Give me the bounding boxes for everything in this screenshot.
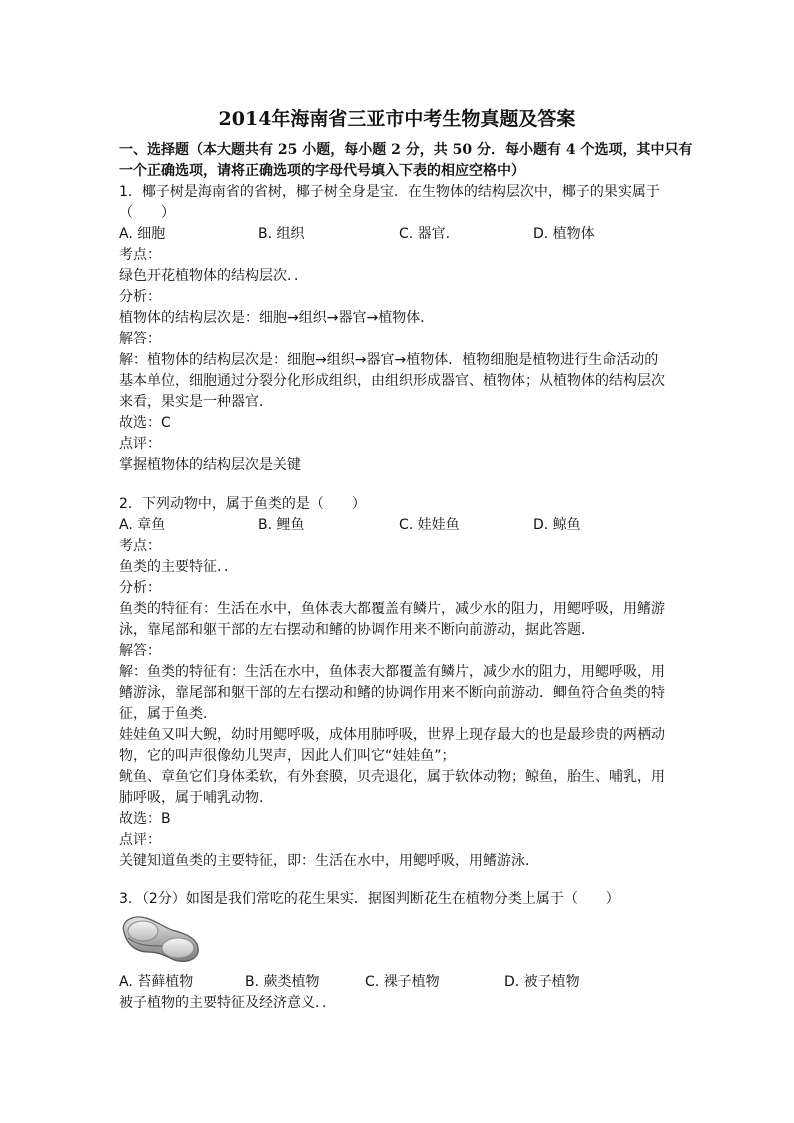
q1-jieda-line-1: 解：植物体的结构层次是：细胞→组织→器官→植物体．植物细胞是植物进行生命活动的: [119, 352, 659, 368]
peanut-image: [118, 912, 202, 964]
section-heading-line-1: 一、选择题（本大题共有 25 小题，每小题 2 分，共 50 分．每小题有 4 个选项，其中只有: [119, 142, 693, 158]
q1-option-a: A. 细胞: [119, 226, 166, 242]
q1-jieda-line-3: 来看，果实是一种器官．: [119, 394, 273, 410]
q1-dianping: 掌握植物体的结构层次是关键: [119, 457, 301, 473]
q2-jieda-line-6: 鱿鱼、章鱼它们身体柔软，有外套膜，贝壳退化，属于软体动物；鲸鱼，胎生、哺乳，用: [119, 769, 665, 785]
q2-fenxi-label: 分析：: [119, 580, 161, 596]
q3-option-c: C. 裸子植物: [365, 974, 440, 990]
q2-options: [119, 515, 679, 536]
q2-option-d: D. 鲸鱼: [533, 517, 581, 533]
q2-jieda-line-1: 解：鱼类的特征有：生活在水中，鱼体表大都覆盖有鳞片，减少水的阻力，用鳃呼吸，用: [119, 664, 665, 680]
q2-stem: 2．下列动物中，属于鱼类的是（ ）: [119, 496, 366, 512]
page-title: 2014年海南省三亚市中考生物真题及答案: [218, 108, 576, 130]
q2-kaodian: 鱼类的主要特征．．: [119, 559, 238, 575]
q2-jieda-line-5: 物，它的叫声很像幼儿哭声，因此人们叫它“娃娃鱼”；: [119, 748, 456, 764]
q2-dianping-label: 点评：: [119, 832, 161, 848]
q2-jieda-line-3: 征，属于鱼类．: [119, 706, 217, 722]
section-heading-line-2: 一个正确选项，请将正确选项的字母代号填入下表的相应空格中）: [119, 163, 525, 179]
q2-option-b: B. 鲤鱼: [258, 517, 305, 533]
q3-option-d: D. 被子植物: [504, 974, 580, 990]
q1-fenxi-label: 分析：: [119, 289, 161, 305]
q2-answer: 故选：B: [119, 811, 171, 827]
q1-dianping-label: 点评：: [119, 436, 161, 452]
q3-stem: 3．（2分）如图是我们常吃的花生果实．据图判断花生在植物分类上属于（ ）: [119, 891, 620, 907]
q2-jieda-line-2: 鳍游泳，靠尾部和躯干部的左右摆动和鳍的协调作用来不断向前游动．鲫鱼符合鱼类的特: [119, 685, 665, 701]
q1-jieda-label: 解答：: [119, 331, 161, 347]
q3-option-b: B. 蕨类植物: [245, 974, 320, 990]
q1-stem-line-1: 1．椰子树是海南省的省树，椰子树全身是宝．在生物体的结构层次中，椰子的果实属于: [119, 184, 660, 200]
q3-options: [119, 972, 679, 993]
q3-kaodian: 被子植物的主要特征及经济意义．．: [119, 995, 336, 1011]
q2-jieda-line-4: 娃娃鱼又叫大鲵，幼时用鳃呼吸，成体用肺呼吸，世界上现存最大的也是最珍贵的两栖动: [119, 727, 665, 743]
q1-options: [119, 224, 679, 245]
q2-kaodian-label: 考点：: [119, 538, 161, 554]
q1-jieda-line-2: 基本单位，细胞通过分裂分化形成组织，由组织形成器官、植物体；从植物体的结构层次: [119, 373, 665, 389]
q1-option-c: C. 器官.: [399, 226, 451, 242]
q1-kaodian-label: 考点：: [119, 247, 161, 263]
q1-option-b: B. 组织: [258, 226, 305, 242]
q1-fenxi: 植物体的结构层次是：细胞→组织→器官→植物体．: [119, 310, 435, 326]
q1-option-d: D. 植物体: [533, 226, 595, 242]
q2-option-a: A. 章鱼: [119, 517, 166, 533]
q2-option-c: C. 娃娃鱼: [399, 517, 460, 533]
q2-fenxi-line-2: 泳，靠尾部和躯干部的左右摆动和鳍的协调作用来不断向前游动，据此答题．: [119, 622, 595, 638]
q1-kaodian: 绿色开花植物体的结构层次．．: [119, 268, 308, 284]
q2-jieda-label: 解答：: [119, 643, 161, 659]
q1-stem-line-2: （ ）: [119, 205, 175, 221]
q3-option-a: A. 苔藓植物: [119, 974, 194, 990]
q1-answer: 故选：C: [119, 415, 171, 431]
q2-jieda-line-7: 肺呼吸，属于哺乳动物．: [119, 790, 273, 806]
q2-dianping: 关键知道鱼类的主要特征，即：生活在水中，用鳃呼吸，用鳍游泳．: [119, 853, 539, 869]
q2-fenxi-line-1: 鱼类的特征有：生活在水中，鱼体表大都覆盖有鳞片，减少水的阻力，用鳃呼吸，用鳍游: [119, 601, 665, 617]
